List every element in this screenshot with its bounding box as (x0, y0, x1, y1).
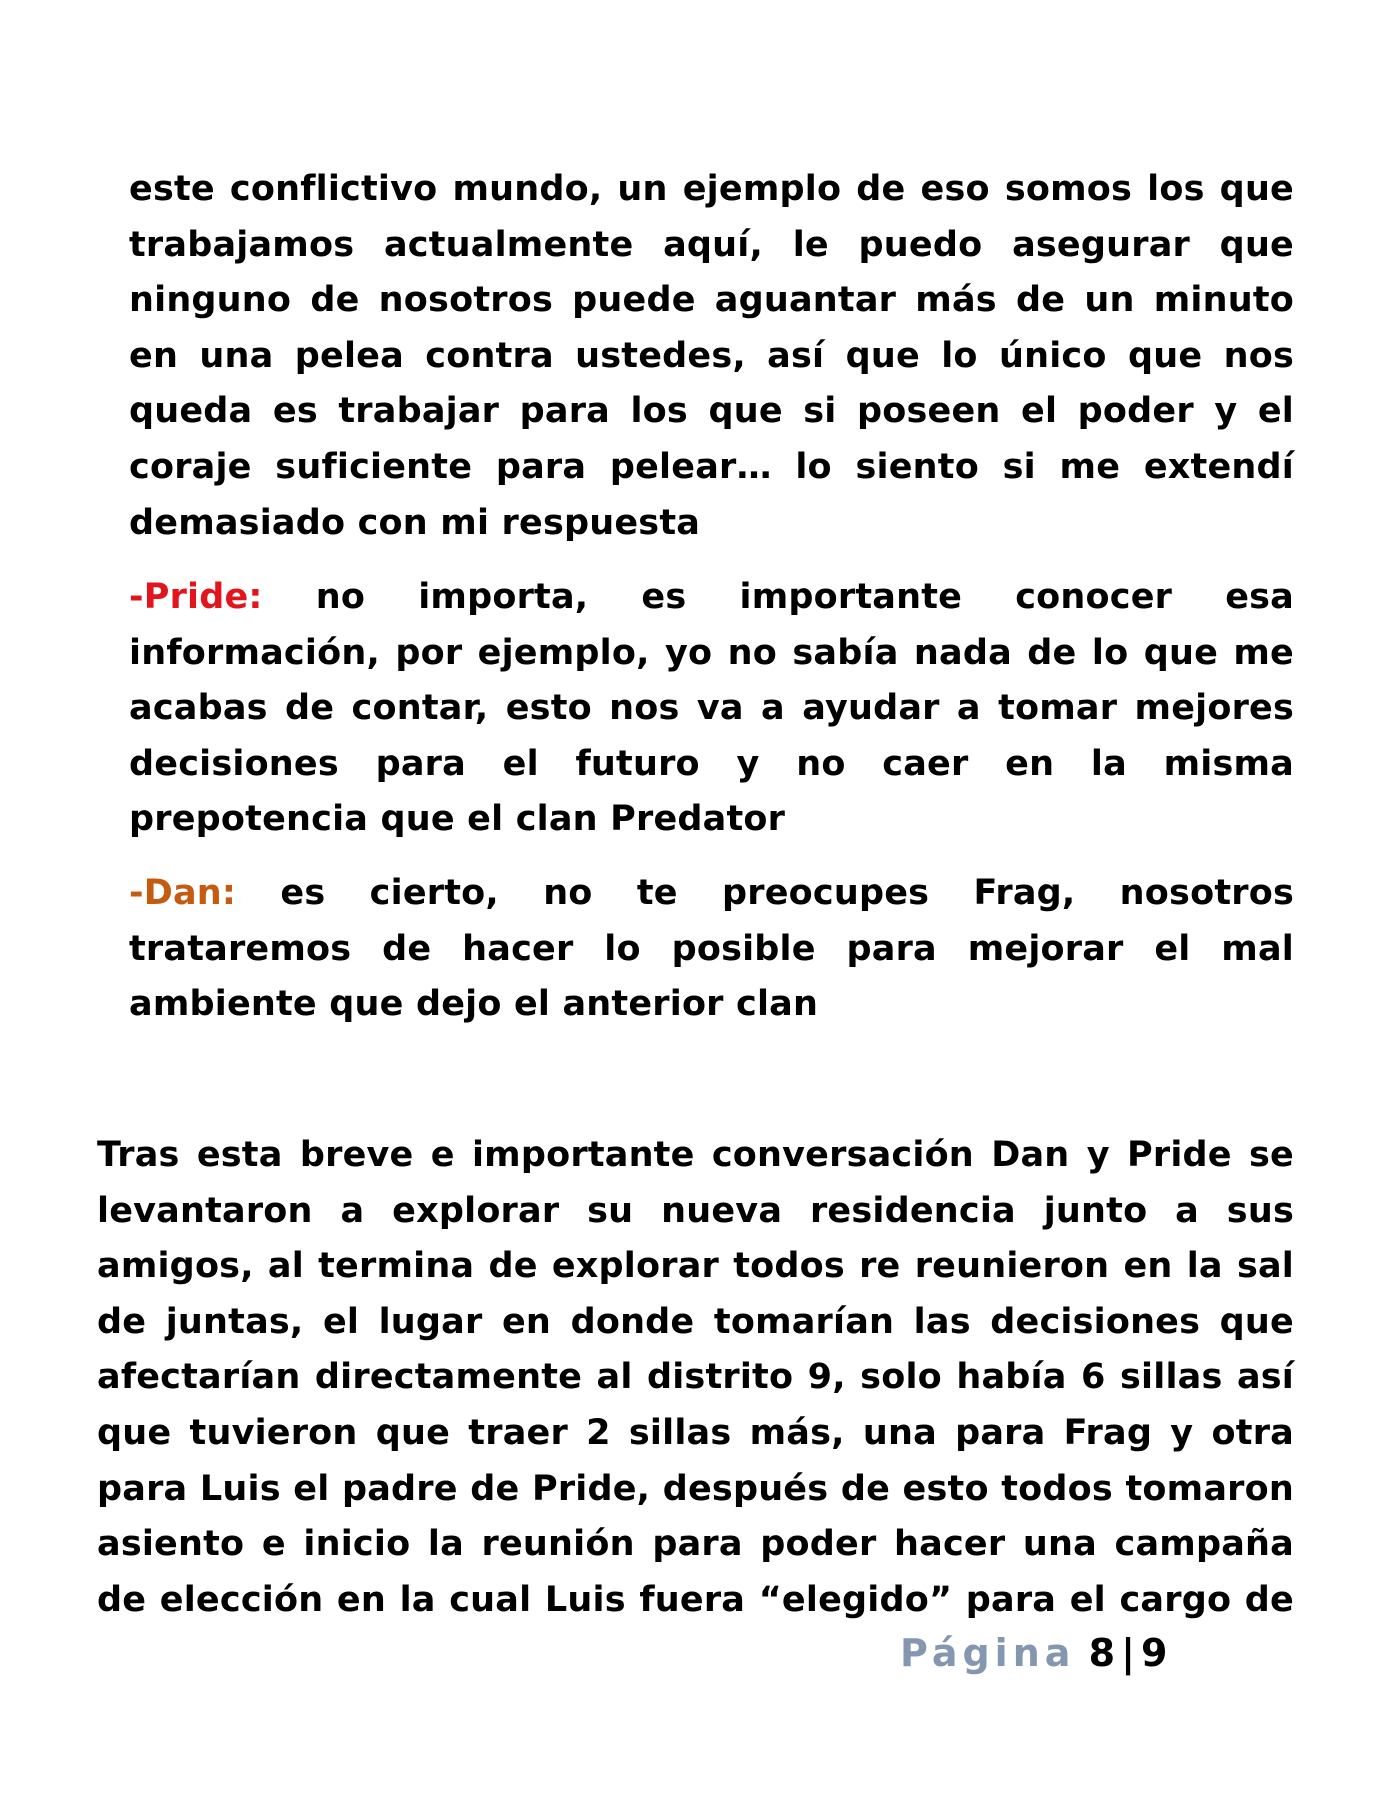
footer-page-number: 8 (1088, 1631, 1116, 1675)
narration-paragraph: Tras esta breve e importante conversación Dan y Pride se levantaron a explorar su nueva residencia junto a sus amigos, al termina de explorar todos re reunieron en la sal de juntas, el lugar en donde tomarían las decisiones que afectarían directamente al distrito 9, solo había 6 sillas así que tuvieron que traer 2 sillas más, una para Frag y otra para Luis el padre de Pride, después de esto todos tomaron asiento e inicio la reunión para poder hacer una campaña de elección en la cual Luis fuera “elegido” para el cargo de (97, 1135, 1294, 1620)
dialogue-text-dan: es cierto, no te preocupes Frag, nosotros trataremos de hacer lo posible para mejorar el mal ambiente que dejo el anterior clan (129, 873, 1294, 1025)
dialogue-line-pride (129, 570, 1294, 848)
speaker-label-pride: -Pride: (129, 577, 263, 617)
footer-page-word: Página (900, 1631, 1076, 1675)
dialogue-text-pride: no importa, es importante conocer esa información, por ejemplo, yo no sabía nada de lo que me acabas de contar, esto nos va a ayudar a tomar mejores decisiones para el futuro y no caer en la misma prepotencia que el clan Predator (129, 577, 1294, 840)
speaker-label-dan: -Dan: (129, 873, 237, 913)
page-footer (900, 1628, 1167, 1678)
footer-separator: | (1121, 1631, 1135, 1675)
dialogue-line-dan (129, 866, 1294, 1033)
footer-total-pages: 9 (1140, 1631, 1168, 1675)
dialogue-continuation: este conflictivo mundo, un ejemplo de eso somos los que trabajamos actualmente aquí, le puedo asegurar que ninguno de nosotros puede aguantar más de un minuto en una pelea contra ustedes, así que lo único que nos queda es trabajar para los que si poseen el poder y el coraje suficiente para pelear… lo siento si me extendí demasiado con mi respuesta (129, 169, 1294, 543)
